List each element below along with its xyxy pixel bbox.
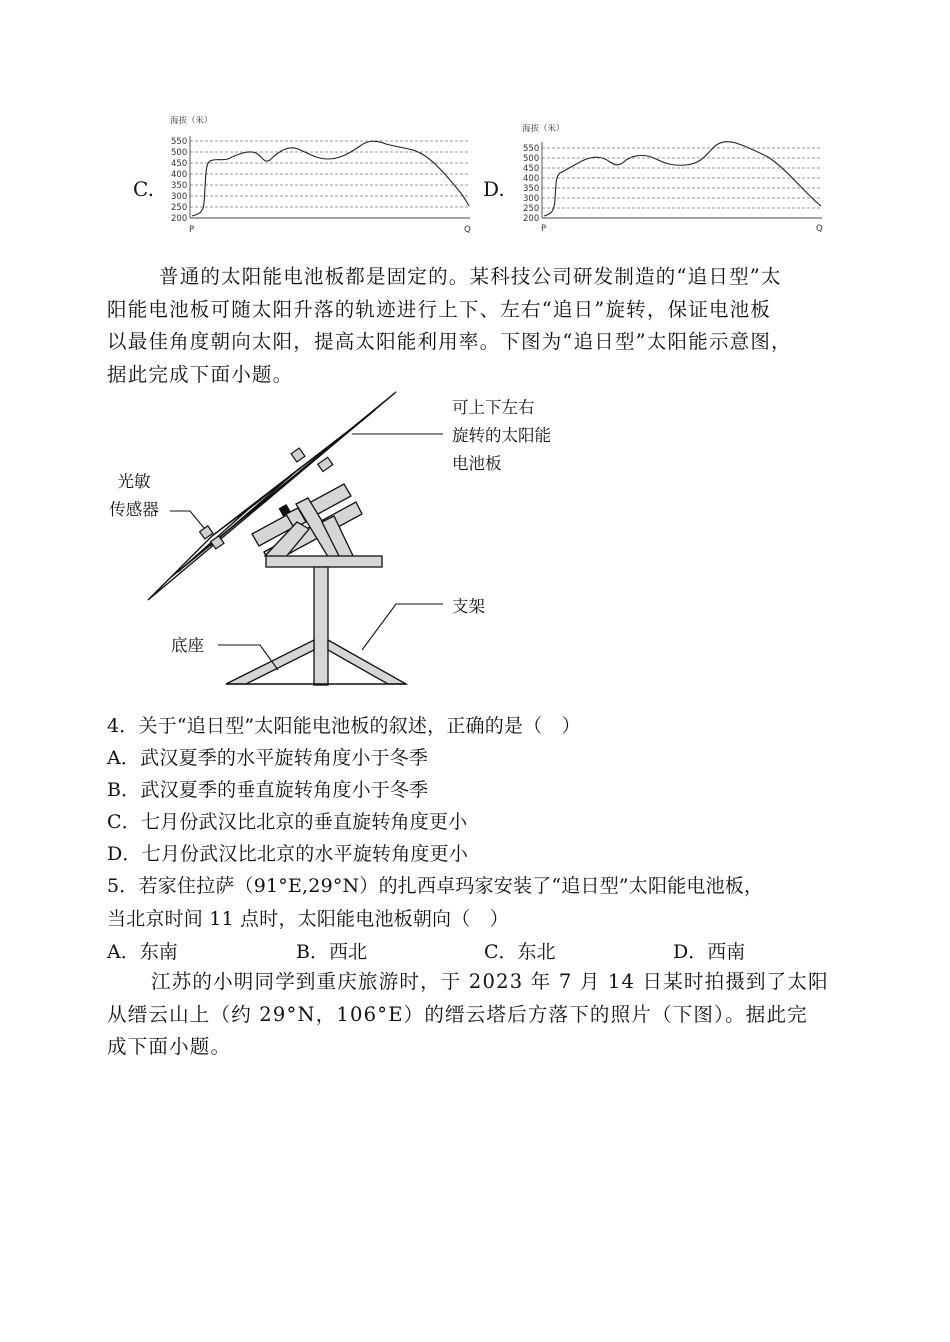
solar-tracker-diagram: [100, 388, 600, 693]
profile-chart-c: [160, 108, 475, 236]
stand-label: 支架: [452, 597, 485, 616]
q4-option-b: B．武汉夏季的垂直旋转角度小于冬季: [107, 779, 429, 801]
sensor-label: 光敏 传感器: [109, 472, 159, 519]
profile-d-tick: 200: [523, 214, 540, 224]
q5-option-c: C．东北: [484, 941, 556, 963]
solar-intro-line: 以最佳角度朝向太阳，提高太阳能利用率。下图为“追日型”太阳能示意图，: [107, 330, 792, 353]
profile-c-tick: 300: [171, 192, 188, 202]
profile-chart-d: [512, 120, 827, 238]
profile-d-tick: 450: [523, 164, 540, 174]
q5-option-b: B．西北: [296, 941, 367, 963]
sunset-intro-line: 从缙云山上（约 29°N，106°E）的缙云塔后方落下的照片（下图）。据此完: [107, 1002, 808, 1026]
sunset-intro-line: 江苏的小明同学到重庆旅游时，于 2023 年 7 月 14 日某时拍摄到了太阳: [151, 970, 829, 993]
sunset-intro-line: 成下面小题。: [107, 1035, 232, 1058]
base-label: 底座: [171, 636, 204, 655]
profile-d-tick: 350: [523, 184, 540, 194]
profile-c-tick: 350: [171, 181, 188, 191]
q5-option-a: A．东南: [107, 941, 178, 963]
profile-c-tick: 200: [171, 214, 188, 224]
profile-c-start: P: [189, 225, 195, 235]
option-c-letter: C.: [133, 177, 154, 201]
solar-intro-line: 据此完成下面小题。: [107, 362, 294, 386]
option-d-letter: D.: [483, 177, 505, 201]
q5-option-d: D．西南: [673, 941, 746, 963]
profile-d-tick: 300: [523, 194, 540, 204]
profile-c-ylabel: 海拔（米）: [170, 116, 213, 126]
profile-d-tick: 550: [523, 144, 540, 154]
profile-c-end: Q: [464, 225, 471, 235]
sunset-intro-paragraph: [107, 966, 835, 1064]
profile-c-tick: 400: [171, 170, 188, 180]
q4-option-a: A．武汉夏季的水平旋转角度小于冬季: [107, 747, 429, 769]
profile-c-tick: 450: [171, 159, 188, 169]
solar-intro-line: 普通的太阳能电池板都是固定的。某科技公司研发制造的“追日型”太: [159, 265, 782, 288]
q5-stem-line: 5．若家住拉萨（91°E,29°N）的扎西卓玛家安装了“追日型”太阳能电池板，: [107, 875, 764, 897]
profile-d-tick: 400: [523, 174, 540, 184]
profile-c-tick: 500: [171, 148, 188, 158]
panel-label: 可上下左右 旋转的太阳能 电池板: [452, 398, 551, 473]
profile-d-start: P: [541, 224, 547, 234]
profile-c-tick: 550: [171, 137, 188, 147]
profile-d-tick: 250: [523, 204, 540, 214]
profile-d-ylabel: 海拔（米）: [522, 124, 565, 134]
profile-c-tick: 250: [171, 203, 188, 213]
q5-stem-line: 当北京时间 11 点时，太阳能电池板朝向（ ）: [107, 908, 509, 930]
q4-stem: 4．关于“追日型”太阳能电池板的叙述，正确的是（ ）: [107, 715, 581, 737]
q4-option-c: C．七月份武汉比北京的垂直旋转角度更小: [107, 811, 468, 833]
solar-intro-line: 阳能电池板可随太阳升落的轨迹进行上下、左右“追日”旋转，保证电池板: [107, 297, 772, 321]
profile-d-end: Q: [816, 224, 823, 234]
q4-option-d: D．七月份武汉比北京的水平旋转角度更小: [107, 843, 469, 865]
solar-intro-paragraph: [107, 261, 835, 391]
profile-d-tick: 500: [523, 154, 540, 164]
